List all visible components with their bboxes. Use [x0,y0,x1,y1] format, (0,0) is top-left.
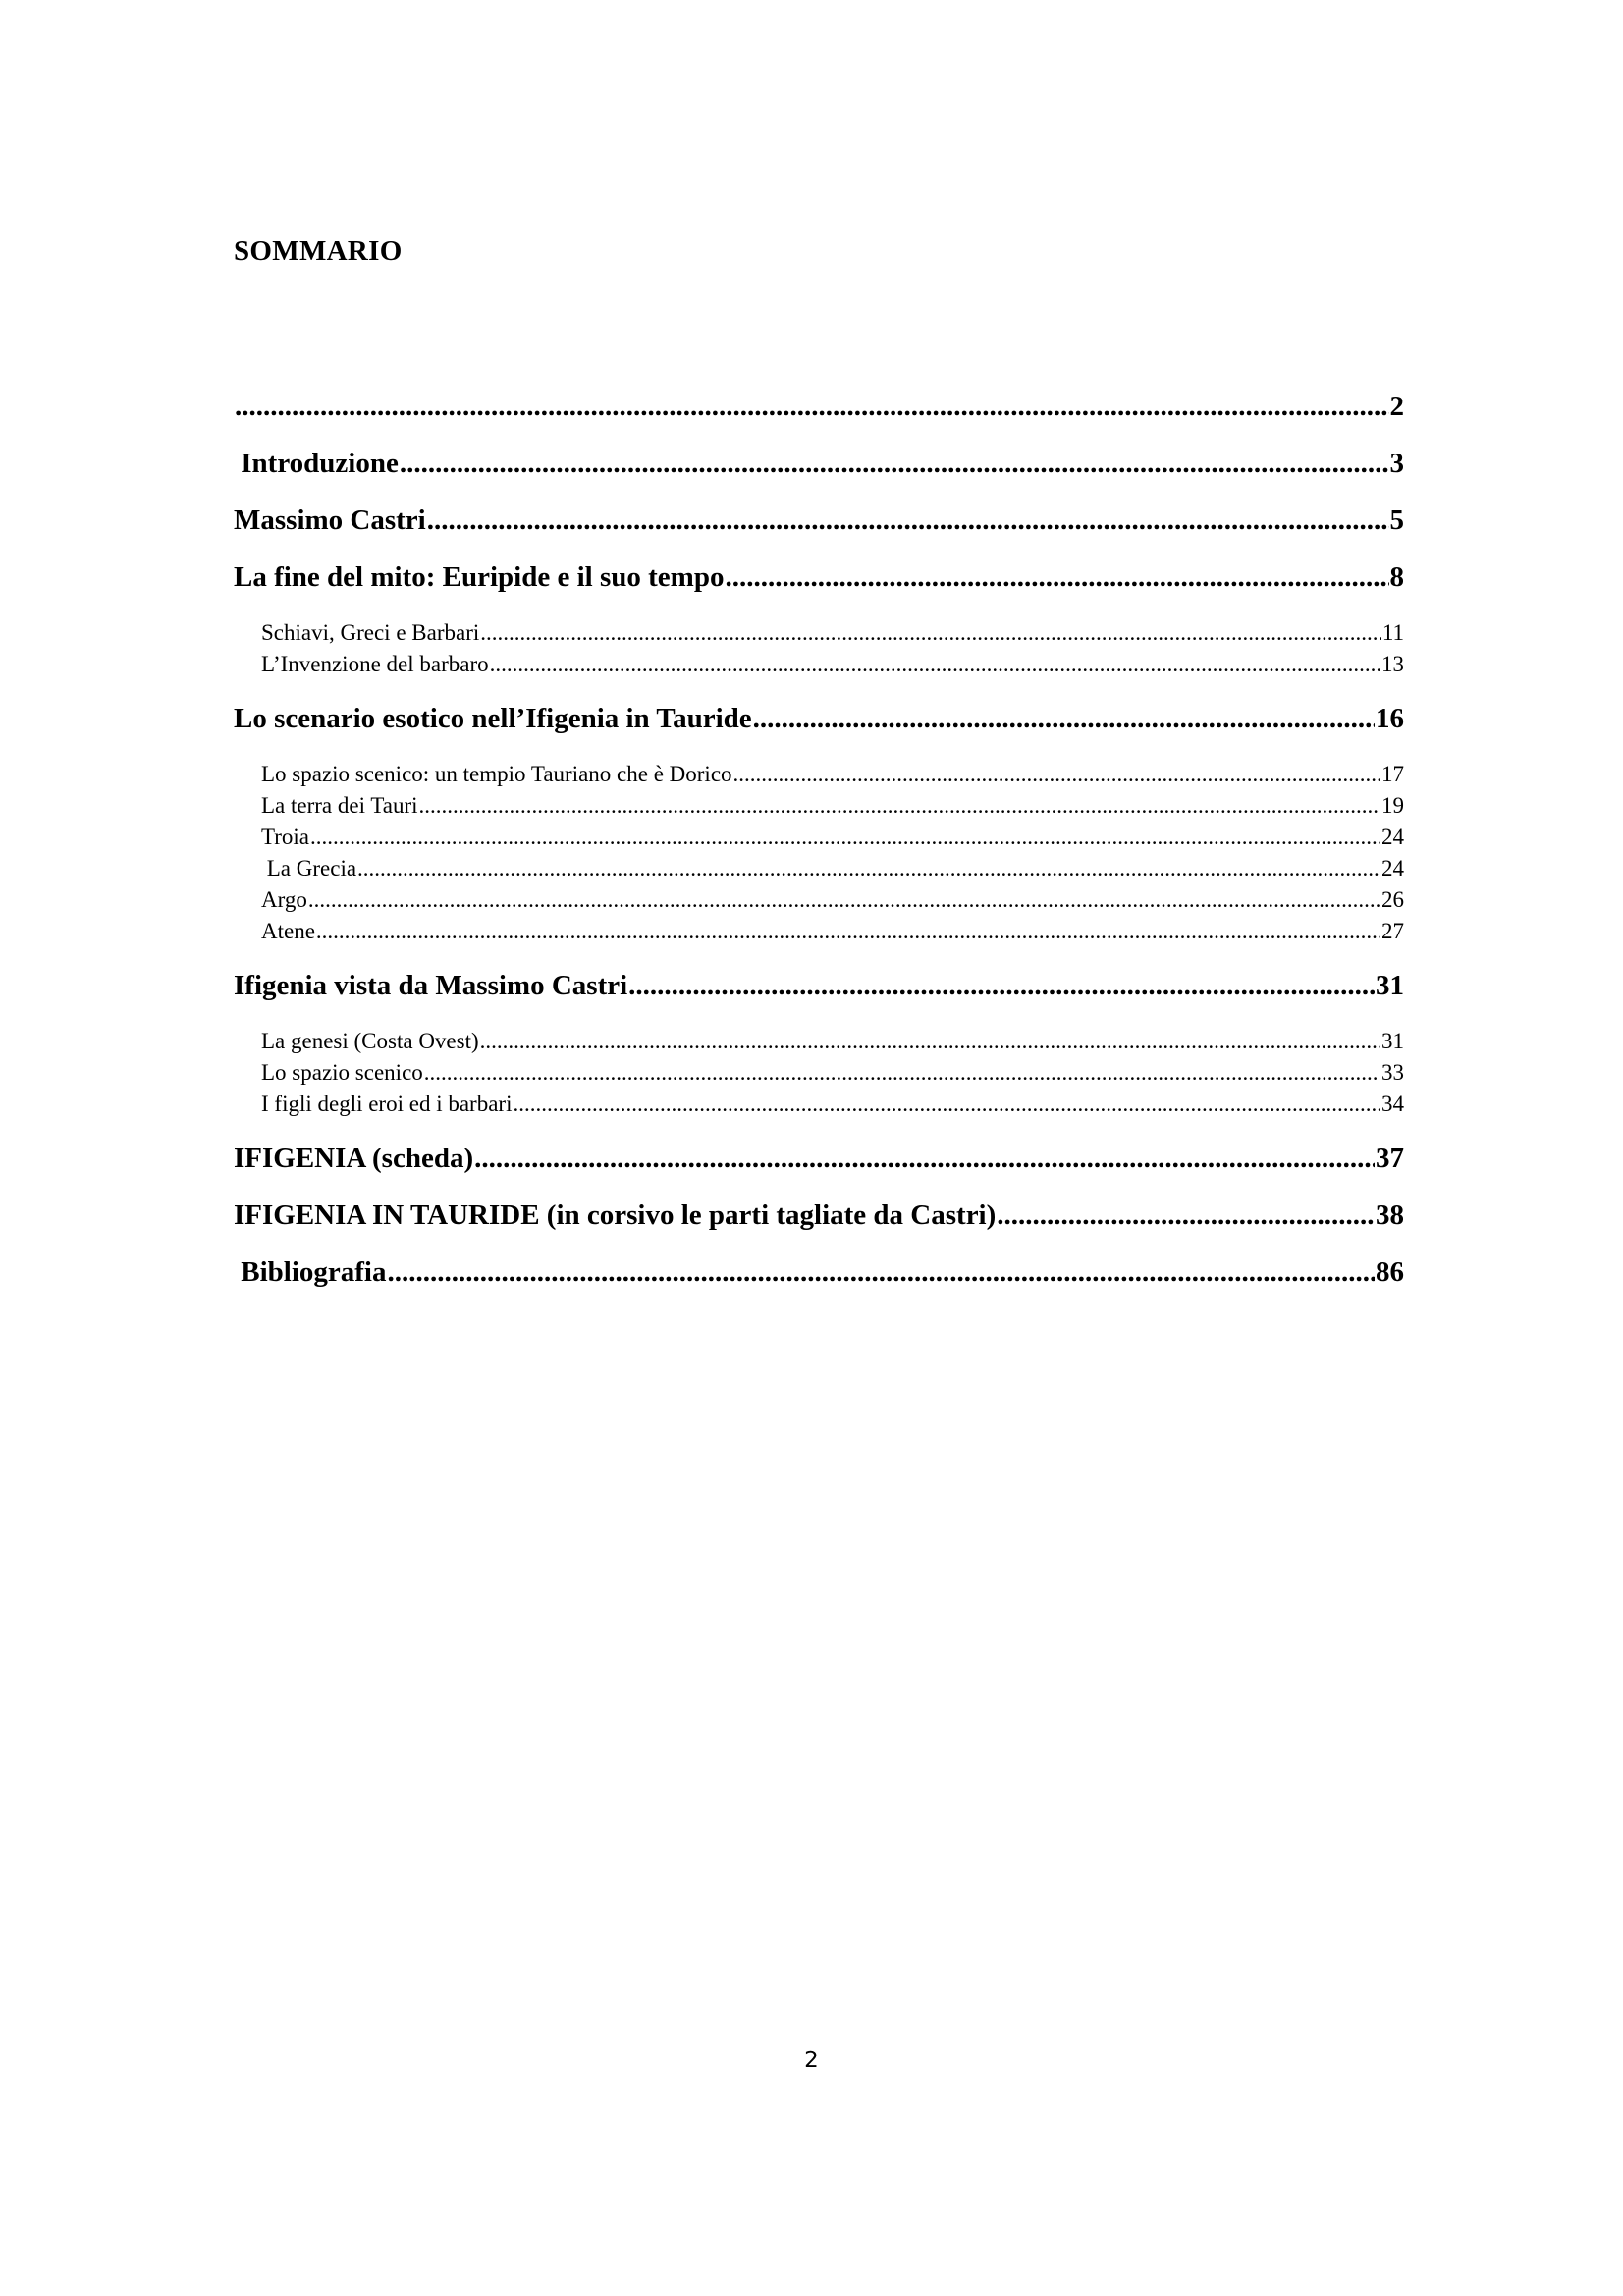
toc-entry[interactable] [234,378,1404,435]
toc-dot-leader [725,549,1388,606]
toc-page-number: 11 [1381,620,1404,645]
toc-dot-leader [235,378,1389,435]
toc-entry[interactable] [234,1187,1404,1244]
toc-page-number: 16 [1376,703,1404,734]
toc-dot-leader [480,1026,1380,1057]
toc-dot-leader [316,916,1380,947]
toc-entry-label: Introduzione [234,448,399,479]
toc-subentry[interactable] [234,853,1404,884]
toc-dot-leader [997,1187,1375,1244]
toc-page-number: 3 [1389,448,1404,479]
toc-entry-label: Lo scenario esotico nell’Ifigenia in Tauride [234,703,752,734]
toc-entry-label: L’Invenzione del barbaro [261,652,489,676]
toc-dot-leader [310,822,1380,853]
toc-entry[interactable] [234,957,1404,1014]
toc-subentry[interactable] [234,884,1404,916]
toc-page-number: 24 [1381,825,1404,849]
toc-entry[interactable] [234,690,1404,747]
toc-entry-label: Lo spazio scenico [261,1060,423,1085]
toc-entry-label: Atene [261,919,315,943]
toc-page-number: 38 [1376,1200,1404,1231]
table-of-contents [234,378,1404,1301]
toc-entry-label: La Grecia [261,856,357,881]
toc-page-number: 27 [1381,919,1404,943]
toc-entry-label: IFIGENIA (scheda) [234,1143,474,1174]
toc-subentry[interactable] [234,790,1404,822]
toc-page-number: 5 [1389,505,1404,536]
toc-dot-leader [427,492,1389,549]
toc-page-number: 34 [1381,1092,1404,1116]
toc-dot-leader [513,1089,1380,1120]
page-title: SOMMARIO [234,236,403,267]
toc-dot-leader [628,957,1375,1014]
toc-entry-label: Massimo Castri [234,505,426,536]
toc-dot-leader [308,884,1380,916]
toc-dot-leader [753,690,1375,747]
toc-subentry[interactable] [234,1089,1404,1120]
toc-entry-label: Schiavi, Greci e Barbari [261,620,480,645]
toc-entry-label: Troia [261,825,309,849]
toc-dot-leader [400,435,1389,492]
toc-page-number: 19 [1381,793,1404,818]
toc-page-number: 86 [1376,1256,1404,1288]
toc-subentry[interactable] [234,822,1404,853]
toc-entry-label: Ifigenia vista da Massimo Castri [234,970,628,1001]
toc-dot-leader [733,759,1380,790]
toc-page-number: 31 [1376,970,1404,1001]
toc-entry-label: Argo [261,887,307,912]
toc-dot-leader [357,853,1380,884]
toc-dot-leader [490,649,1380,680]
toc-entry[interactable] [234,492,1404,549]
toc-entry-label: La fine del mito: Euripide e il suo tempo [234,561,725,593]
toc-dot-leader [480,617,1381,649]
toc-page-number: 26 [1381,887,1404,912]
toc-subentry[interactable] [234,617,1404,649]
toc-entry[interactable] [234,435,1404,492]
toc-page-number: 2 [1389,391,1404,422]
toc-subentry[interactable] [234,759,1404,790]
toc-entry-label: Bibliografia [234,1256,387,1288]
toc-page-number: 24 [1381,856,1404,881]
toc-dot-leader [419,790,1380,822]
toc-dot-leader [424,1057,1380,1089]
toc-entry[interactable] [234,549,1404,606]
toc-dot-leader [387,1244,1375,1301]
toc-page-number: 13 [1381,652,1404,676]
toc-page-number: 31 [1381,1029,1404,1053]
toc-entry-label: I figli degli eroi ed i barbari [261,1092,513,1116]
toc-subentry[interactable] [234,1057,1404,1089]
toc-subentry[interactable] [234,916,1404,947]
toc-entry-label: IFIGENIA IN TAURIDE (in corsivo le parti tagliate da Castri) [234,1200,997,1231]
toc-entry-label: La genesi (Costa Ovest) [261,1029,479,1053]
toc-dot-leader [474,1130,1375,1187]
toc-entry[interactable] [234,1244,1404,1301]
toc-subentry[interactable] [234,649,1404,680]
toc-subentry[interactable] [234,1026,1404,1057]
toc-page-number: 33 [1381,1060,1404,1085]
toc-entry[interactable] [234,1130,1404,1187]
toc-page-number: 37 [1376,1143,1404,1174]
page-number: 2 [804,2048,819,2073]
toc-page-number: 8 [1389,561,1404,593]
toc-entry-label: Lo spazio scenico: un tempio Tauriano che è Dorico [261,762,732,786]
toc-entry-label: La terra dei Tauri [261,793,418,818]
toc-page-number: 17 [1381,762,1404,786]
